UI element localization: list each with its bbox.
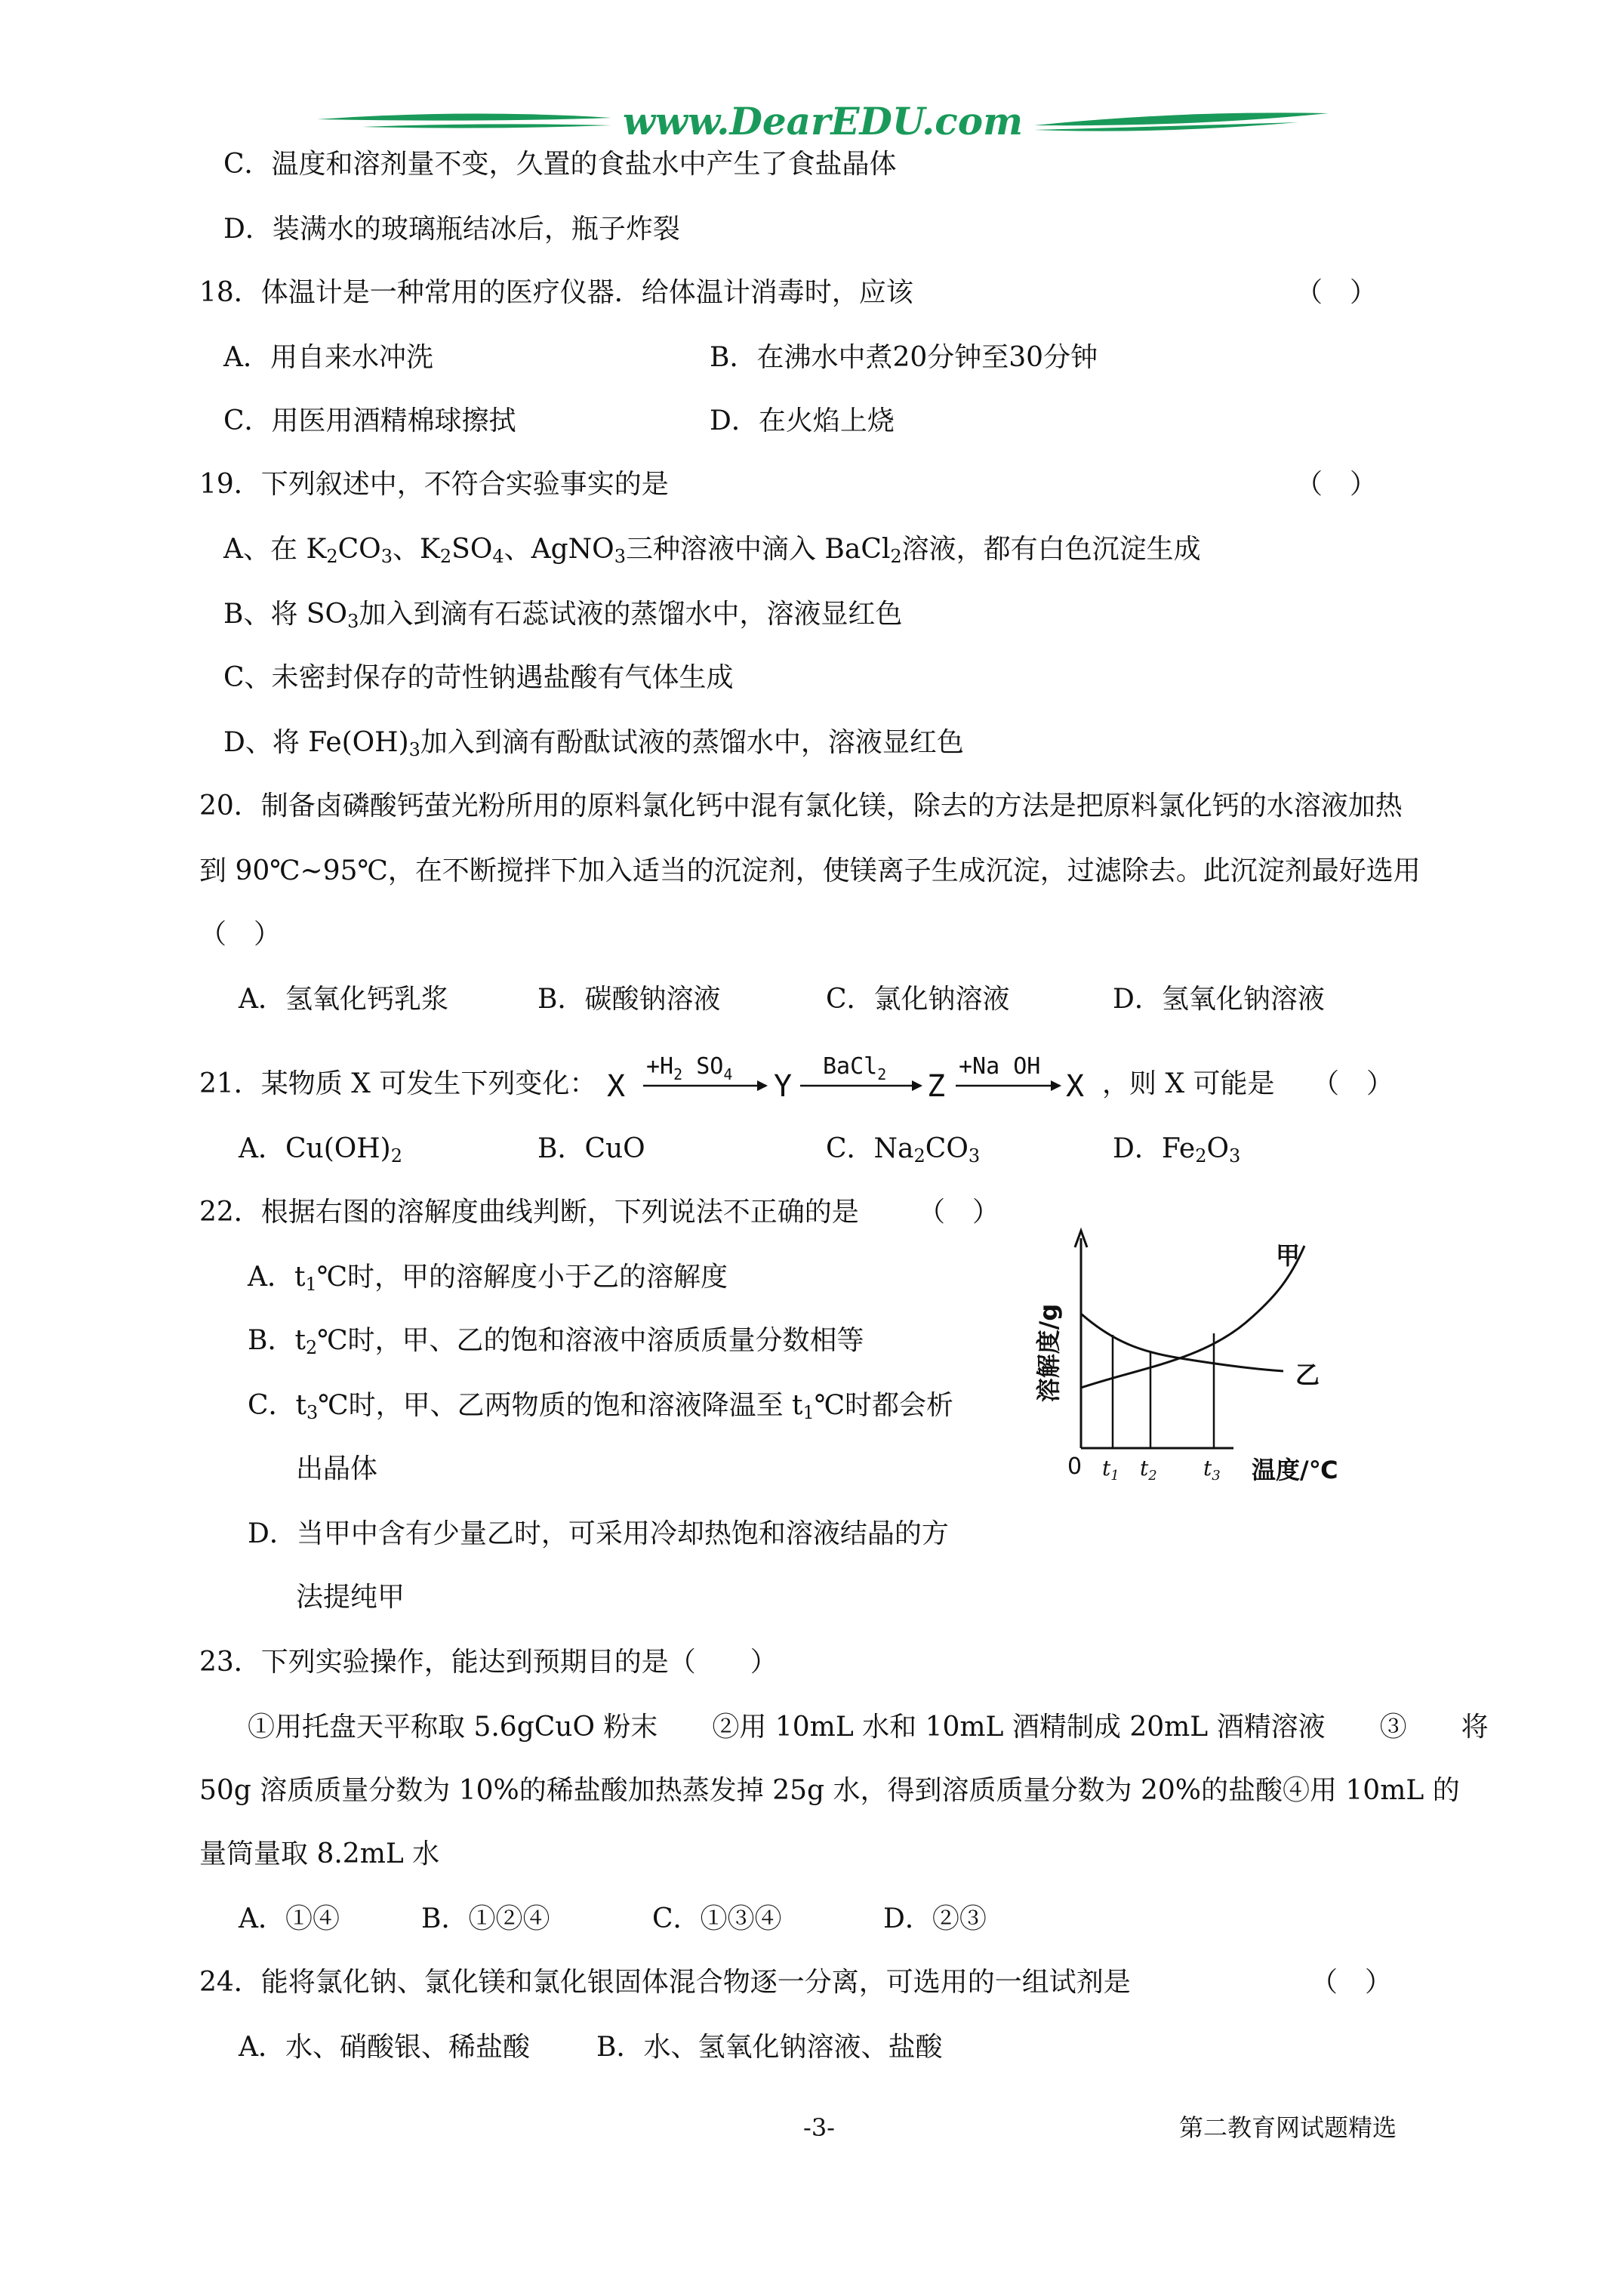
q19-option-c: C、未密封保存的苛性钠遇盐酸有气体生成 xyxy=(223,662,734,693)
q19-option-a: A、在 $K_2CO_3$、$K_2SO_4$、AgNO$_3$三种溶液中滴入 BaCl$_2$溶液，都有白色沉淀生成 xyxy=(223,534,1201,567)
q22-stem: 22．根据右图的溶解度曲线判断，下列说法不正确的是 xyxy=(199,1197,859,1228)
reaction-arrowhead-2 xyxy=(912,1080,922,1091)
q21-option-d: D．$Fe_2O_3$ xyxy=(1113,1133,1241,1166)
graph-tick-t1: $t_1$ xyxy=(1102,1456,1119,1484)
q21-option-c: C．$Na_2CO_3$ xyxy=(826,1133,981,1166)
q18-stem: 18．体温计是一种常用的医疗仪器．给体温计消毒时，应该 xyxy=(199,277,913,308)
reaction-reagent-2: BaCl$_2$ xyxy=(823,1053,887,1083)
graph-curve-jia xyxy=(1081,1246,1304,1388)
graph-series-jia-label: 甲 xyxy=(1276,1241,1301,1270)
q19-option-d: D、将 $Fe(OH)_3$加入到滴有酚酞试液的蒸馏水中，溶液显红色 xyxy=(223,727,964,760)
q24-option-b: B．水、氢氧化钠溶液、盐酸 xyxy=(596,2032,943,2063)
q23-option-b: B．①②④ xyxy=(421,1903,550,1934)
q21-stem: 21．某物质 X 可发生下列变化： xyxy=(199,1068,597,1099)
footer-source: 第二教育网试题精选 xyxy=(1179,2113,1397,2142)
q22-option-c: C．$t_3℃$时，甲、乙两物质的饱和溶液降温至 $t_1℃$时都会析 xyxy=(248,1390,954,1423)
reaction-arrowhead-1 xyxy=(757,1080,768,1091)
q20-option-c: C．氯化钠溶液 xyxy=(826,984,1010,1015)
banner-site-name: www.DearEDU.com xyxy=(622,99,1024,143)
q22-option-a: A．$t_1℃$时，甲的溶解度小于乙的溶解度 xyxy=(248,1262,728,1295)
graph-tick-t3: $t_3$ xyxy=(1203,1456,1221,1484)
q17-option-d: D．装满水的玻璃瓶结冰后，瓶子炸裂 xyxy=(223,214,680,245)
graph-y-label: 溶解度/g xyxy=(1034,1303,1063,1403)
graph-series-yi-label: 乙 xyxy=(1295,1361,1320,1389)
q20-option-d: D．氢氧化钠溶液 xyxy=(1113,984,1325,1015)
reaction-reagent-1: $+H_2$ $SO_4$ xyxy=(646,1053,733,1083)
q20-answer-paren: （ ） xyxy=(199,919,282,950)
reaction-arrowhead-3 xyxy=(1051,1080,1061,1091)
reaction-z: Z xyxy=(927,1069,946,1104)
q23-statement-line3: 量筒量取 8.2mL 水 xyxy=(199,1838,440,1869)
q22-answer-paren: （ ） xyxy=(918,1197,1000,1228)
q20-stem-line2: 到 90℃~95℃，在不断搅拌下加入适当的沉淀剂，使镁离子生成沉淀，过滤除去。此沉淀剂最好选用 xyxy=(199,855,1421,886)
q19-answer-paren: （ ） xyxy=(1295,469,1378,500)
q20-option-a: A．氢氧化钙乳浆 xyxy=(239,984,448,1015)
q23-option-c: C．①③④ xyxy=(652,1903,782,1934)
q18-option-d: D．在火焰上烧 xyxy=(710,405,895,436)
q21-option-b: B．CuO xyxy=(537,1133,645,1164)
site-banner xyxy=(317,97,1329,149)
q17-option-c: C．温度和溶剂量不变，久置的食盐水中产生了食盐晶体 xyxy=(223,149,897,180)
q24-stem: 24．能将氯化钠、氯化镁和氯化银固体混合物逐一分离，可选用的一组试剂是 xyxy=(199,1967,1131,1998)
q23-option-a: A．①④ xyxy=(239,1903,340,1934)
q22-option-c-cont: 出晶体 xyxy=(296,1453,378,1484)
solubility-curve-graph xyxy=(1034,1225,1366,1496)
q21-option-a: A．$Cu(OH)_2$ xyxy=(239,1133,403,1166)
q23-statement-line1: ①用托盘天平称取 5.6gCuO 粉末 ②用 10mL 水和 10mL 酒精制成 20mL 酒精溶液 ③ 将 xyxy=(248,1712,1489,1743)
reaction-x-end: X xyxy=(1066,1069,1085,1104)
q19-option-b: B、将 $SO_3$加入到滴有石蕊试液的蒸馏水中，溶液显红色 xyxy=(223,599,903,632)
q23-option-d: D．②③ xyxy=(883,1903,987,1934)
q23-stem: 23．下列实验操作，能达到预期目的是（ ） xyxy=(199,1647,778,1678)
reaction-x-start: X xyxy=(607,1069,626,1104)
q22-option-b: B．$t_2℃$时，甲、乙的饱和溶液中溶质质量分数相等 xyxy=(248,1325,864,1358)
q18-answer-paren: （ ） xyxy=(1295,277,1378,308)
reaction-reagent-3: +Na OH xyxy=(959,1053,1041,1080)
graph-curve-yi xyxy=(1081,1314,1283,1371)
graph-origin-label: 0 xyxy=(1067,1453,1083,1480)
q22-option-d: D．当甲中含有少量乙时，可采用冷却热饱和溶液结晶的方 xyxy=(248,1518,949,1549)
q18-option-a: A．用自来水冲洗 xyxy=(223,342,433,373)
q23-statement-line2: 50g 溶质质量分数为 10%的稀盐酸加热蒸发掉 25g 水，得到溶质质量分数为 20%的盐酸④用 10mL 的 xyxy=(199,1775,1460,1806)
banner-right-swoosh xyxy=(1034,112,1329,125)
banner-left-swoosh xyxy=(317,113,611,120)
q21-stem-tail: ，则 X 可能是 xyxy=(1102,1068,1275,1099)
q22-option-d-cont: 法提纯甲 xyxy=(296,1582,405,1613)
reaction-y: Y xyxy=(774,1069,793,1104)
q24-option-a: A．水、硝酸银、稀盐酸 xyxy=(239,2032,530,2063)
q20-stem-line1: 20．制备卤磷酸钙萤光粉所用的原料氯化钙中混有氯化镁，除去的方法是把原料氯化钙的水溶液加热 xyxy=(199,791,1403,821)
q19-stem: 19．下列叙述中，不符合实验事实的是 xyxy=(199,469,669,500)
page-number: -3- xyxy=(803,2113,835,2142)
q18-option-b: B．在沸水中煮20分钟至30分钟 xyxy=(710,342,1098,373)
q21-reaction-scheme xyxy=(604,1048,1095,1111)
q21-answer-paren: （ ） xyxy=(1312,1068,1394,1099)
graph-tick-t2: $t_2$ xyxy=(1140,1456,1157,1484)
q18-option-c: C．用医用酒精棉球擦拭 xyxy=(223,405,516,436)
q24-answer-paren: （ ） xyxy=(1310,1967,1393,1998)
q20-option-b: B．碳酸钠溶液 xyxy=(537,984,721,1015)
banner-left-swoosh-2 xyxy=(362,124,611,128)
graph-x-label: 温度/℃ xyxy=(1252,1456,1338,1484)
